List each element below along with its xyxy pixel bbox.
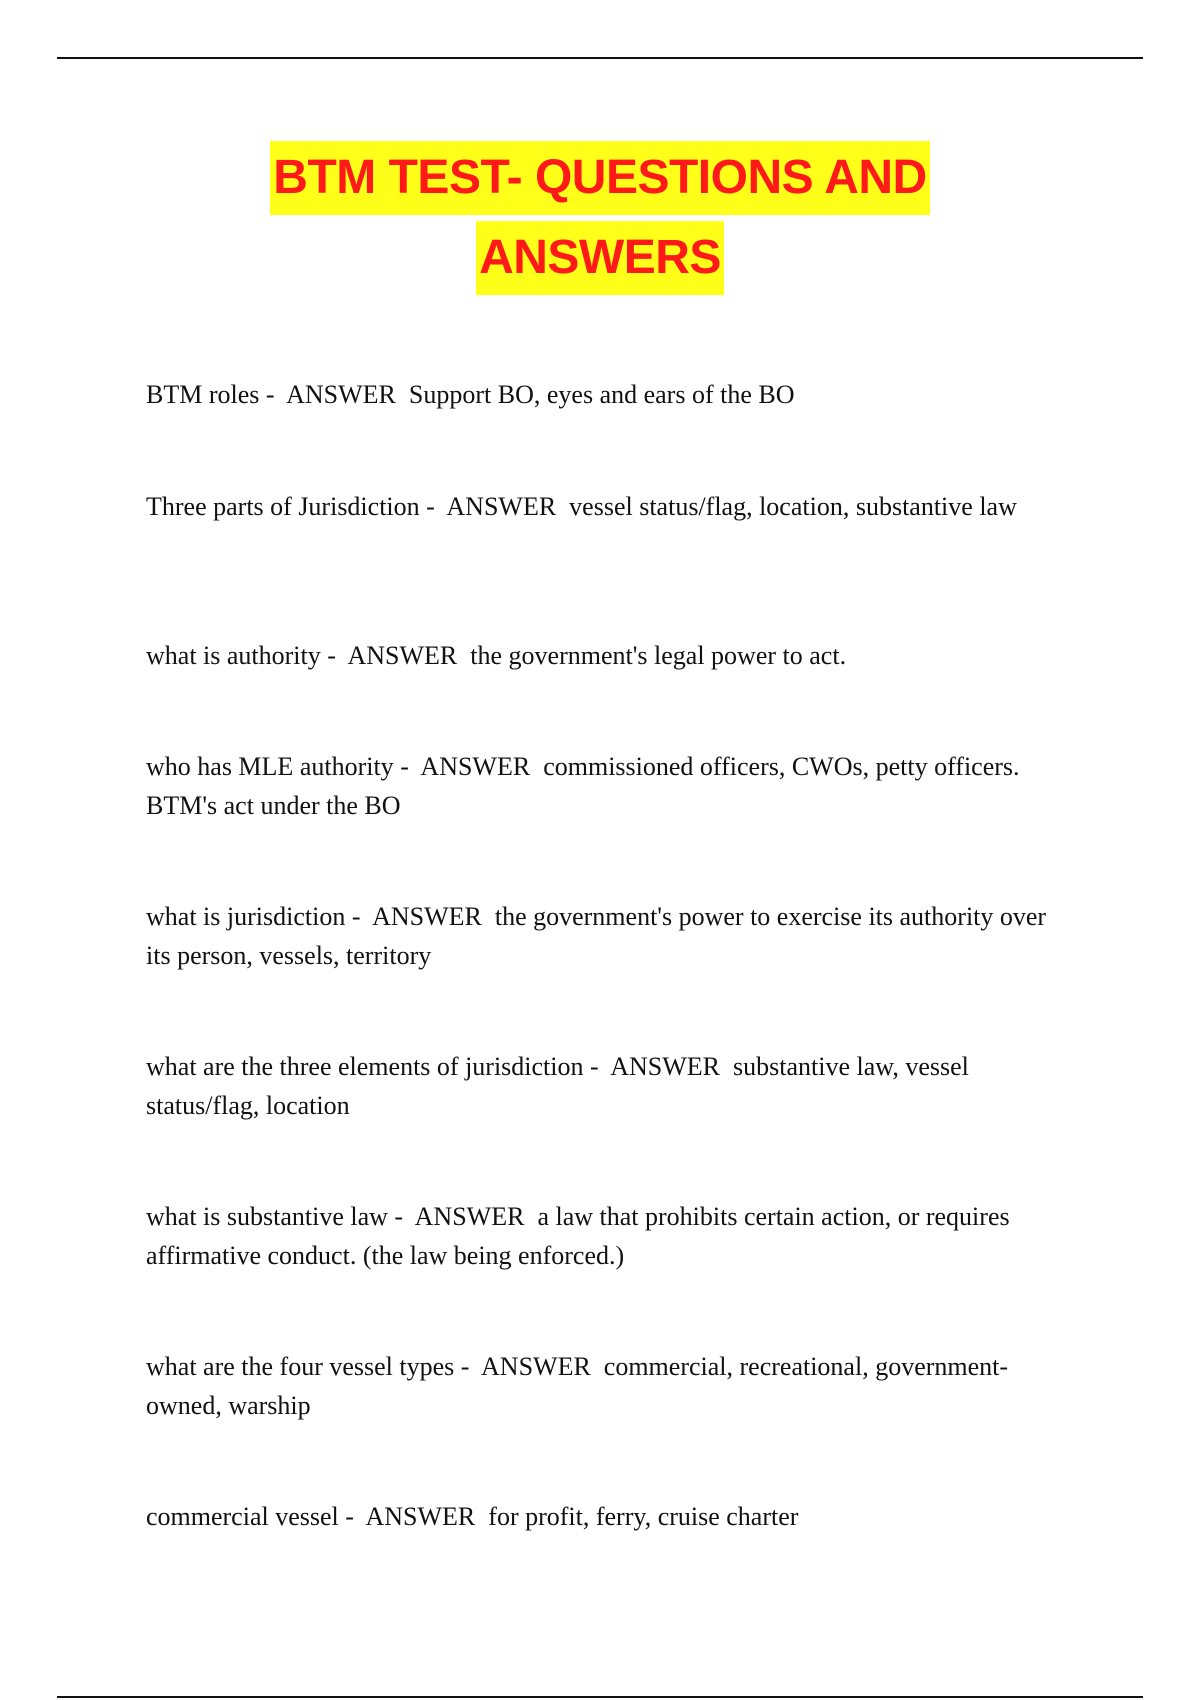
question-text: Three parts of Jurisdiction [146, 492, 420, 521]
answer-text: the government's legal power to act. [470, 641, 847, 670]
header-rule [57, 57, 1143, 59]
qa-item: commercial vessel - ANSWER for profit, ferry, cruise charter [146, 1502, 799, 1531]
answer-marker: ANSWER [372, 902, 482, 931]
answer-marker: ANSWER [610, 1052, 721, 1081]
qa-item: what is jurisdiction - ANSWER the government's power to exercise its authority over its person, vessels, territory [146, 902, 1047, 970]
question-text: commercial vessel [146, 1502, 339, 1531]
answer-marker: ANSWER [414, 1202, 525, 1231]
qa-item: Three parts of Jurisdiction - ANSWER vessel status/flag, location, substantive law [146, 492, 1017, 521]
answer-text: the government's power to exercise its authority over its person, vessels, territory [146, 902, 1047, 970]
answer-marker: ANSWER [420, 752, 531, 781]
answer-text: a law that prohibits certain action, or requires affirmative conduct. (the law being enforced.) [146, 1202, 1010, 1270]
answer-marker: ANSWER [347, 641, 458, 670]
qa-item: BTM roles - ANSWER Support BO, eyes and ears of the BO [146, 380, 795, 409]
qa-item: what are the three elements of jurisdiction - ANSWER substantive law, vessel status/flag, location [146, 1052, 969, 1120]
question-text: what is substantive law [146, 1202, 388, 1231]
answer-marker: ANSWER [446, 492, 557, 521]
qa-item: what is substantive law - ANSWER a law that prohibits certain action, or requires affirmative conduct. (the law being enforced.) [146, 1202, 1010, 1270]
answer-text: for profit, ferry, cruise charter [488, 1502, 799, 1531]
qa-item: what is authority - ANSWER the government's legal power to act. [146, 641, 847, 670]
question-text: what are the four vessel types [146, 1352, 455, 1381]
question-text: what is jurisdiction [146, 902, 346, 931]
document-title [0, 138, 1200, 298]
footer-rule [57, 1696, 1143, 1698]
question-text: what are the three elements of jurisdiction [146, 1052, 584, 1081]
answer-text: commissioned officers, CWOs, petty officers. BTM's act under the BO [146, 752, 1020, 820]
question-text: BTM roles [146, 380, 260, 409]
title-line-1: BTM TEST- QUESTIONS AND [270, 141, 929, 215]
answer-marker: ANSWER [481, 1352, 591, 1381]
answer-marker: ANSWER [286, 380, 396, 409]
question-text: what is authority [146, 641, 321, 670]
title-line-2: ANSWERS [476, 221, 724, 295]
qa-item: who has MLE authority - ANSWER commissioned officers, CWOs, petty officers. BTM's act under the BO [146, 752, 1020, 820]
answer-text: commercial, recreational, government-owned, warship [146, 1352, 1009, 1420]
qa-item: what are the four vessel types - ANSWER commercial, recreational, government-owned, warship [146, 1352, 1009, 1420]
question-text: who has MLE authority [146, 752, 394, 781]
answer-text: Support BO, eyes and ears of the BO [408, 380, 795, 409]
answer-marker: ANSWER [365, 1502, 476, 1531]
answer-text: substantive law, vessel status/flag, location [146, 1052, 969, 1120]
answer-text: vessel status/flag, location, substantive law [569, 492, 1017, 521]
